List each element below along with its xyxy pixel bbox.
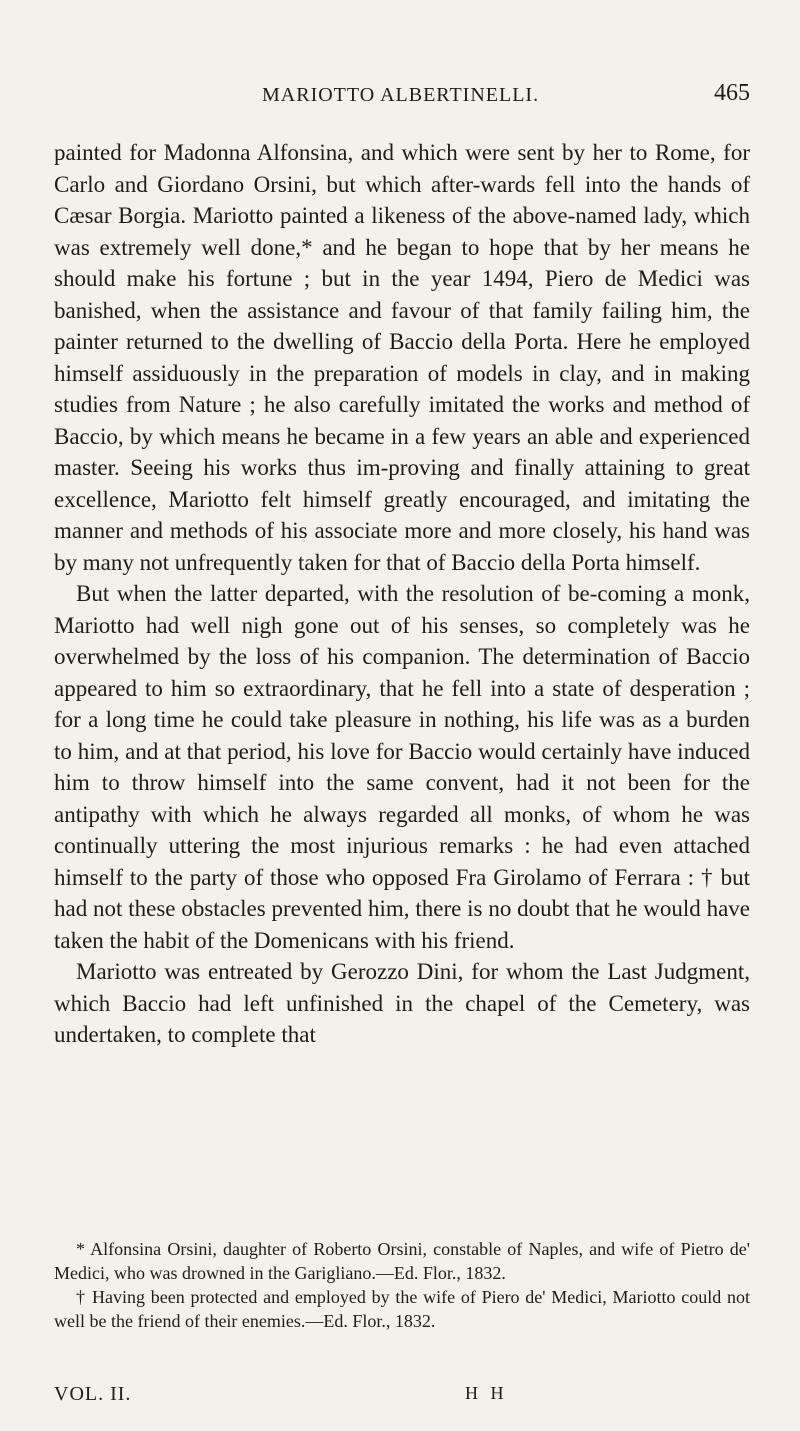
volume-label: VOL. II. xyxy=(54,1383,132,1405)
signature-mark: H H xyxy=(465,1383,508,1403)
body-text xyxy=(54,137,750,1051)
paragraph: painted for Madonna Alfonsina, and which were sent by her to Rome, for Carlo and Giordano Orsini, but which after-wards fell into the hands of Cæsar Borgia. Mariotto painted a likeness of the above-named lady, which was extremely well done,* and he began to hope that by her means he should make his fortune ; but in the year 1494, Piero de Medici was banished, when the assistance and favour of that family failing him, the painter returned to the dwelling of Baccio della Porta. Here he employed himself assiduously in the preparation of models in clay, and in making studies from Nature ; he also carefully imitated the works and method of Baccio, by which means he became in a few years an able and experienced master. Seeing his works thus im-proving and finally attaining to great excellence, Mariotto felt himself greatly encouraged, and imitating the manner and methods of his associate more and more closely, his hand was by many not unfrequently taken for that of Baccio della Porta himself. xyxy=(54,140,750,575)
paragraph: Mariotto was entreated by Gerozzo Dini, for whom the Last Judgment, which Baccio had left unfinished in the chapel of the Cemetery, was undertaken, to complete that xyxy=(54,959,750,1047)
footnote: † Having been protected and employed by the wife of Piero de' Medici, Mariotto could not well be the friend of their enemies.—Ed. Flor., 1832. xyxy=(54,1287,750,1331)
running-title: MARIOTTO ALBERTINELLI. xyxy=(262,84,540,106)
page-number: 465 xyxy=(714,80,750,106)
paragraph: But when the latter departed, with the resolution of be-coming a monk, Mariotto had well nigh gone out of his senses, so completely was he overwhelmed by the loss of his companion. The determination of Baccio appeared to him so extraordinary, that he fell into a state of desperation ; for a long time he could take pleasure in nothing, his life was as a burden to him, and at that period, his love for Baccio would certainly have induced him to throw himself into the same convent, had it not been for the antipathy with which he always regarded all monks, of whom he was continually uttering the most injurious remarks : he had even attached himself to the party of those who opposed Fra Girolamo of Ferrara : † but had not these obstacles prevented him, there is no doubt that he would have taken the habit of the Domenicans with his friend. xyxy=(54,581,750,953)
running-head xyxy=(54,80,750,114)
footnote: * Alfonsina Orsini, daughter of Roberto Orsini, constable of Naples, and wife of Pietro de' Medici, who was drowned in the Garigliano.—Ed. Flor., 1832. xyxy=(54,1239,750,1283)
footnotes xyxy=(54,1237,750,1333)
page-footer xyxy=(54,1383,750,1411)
